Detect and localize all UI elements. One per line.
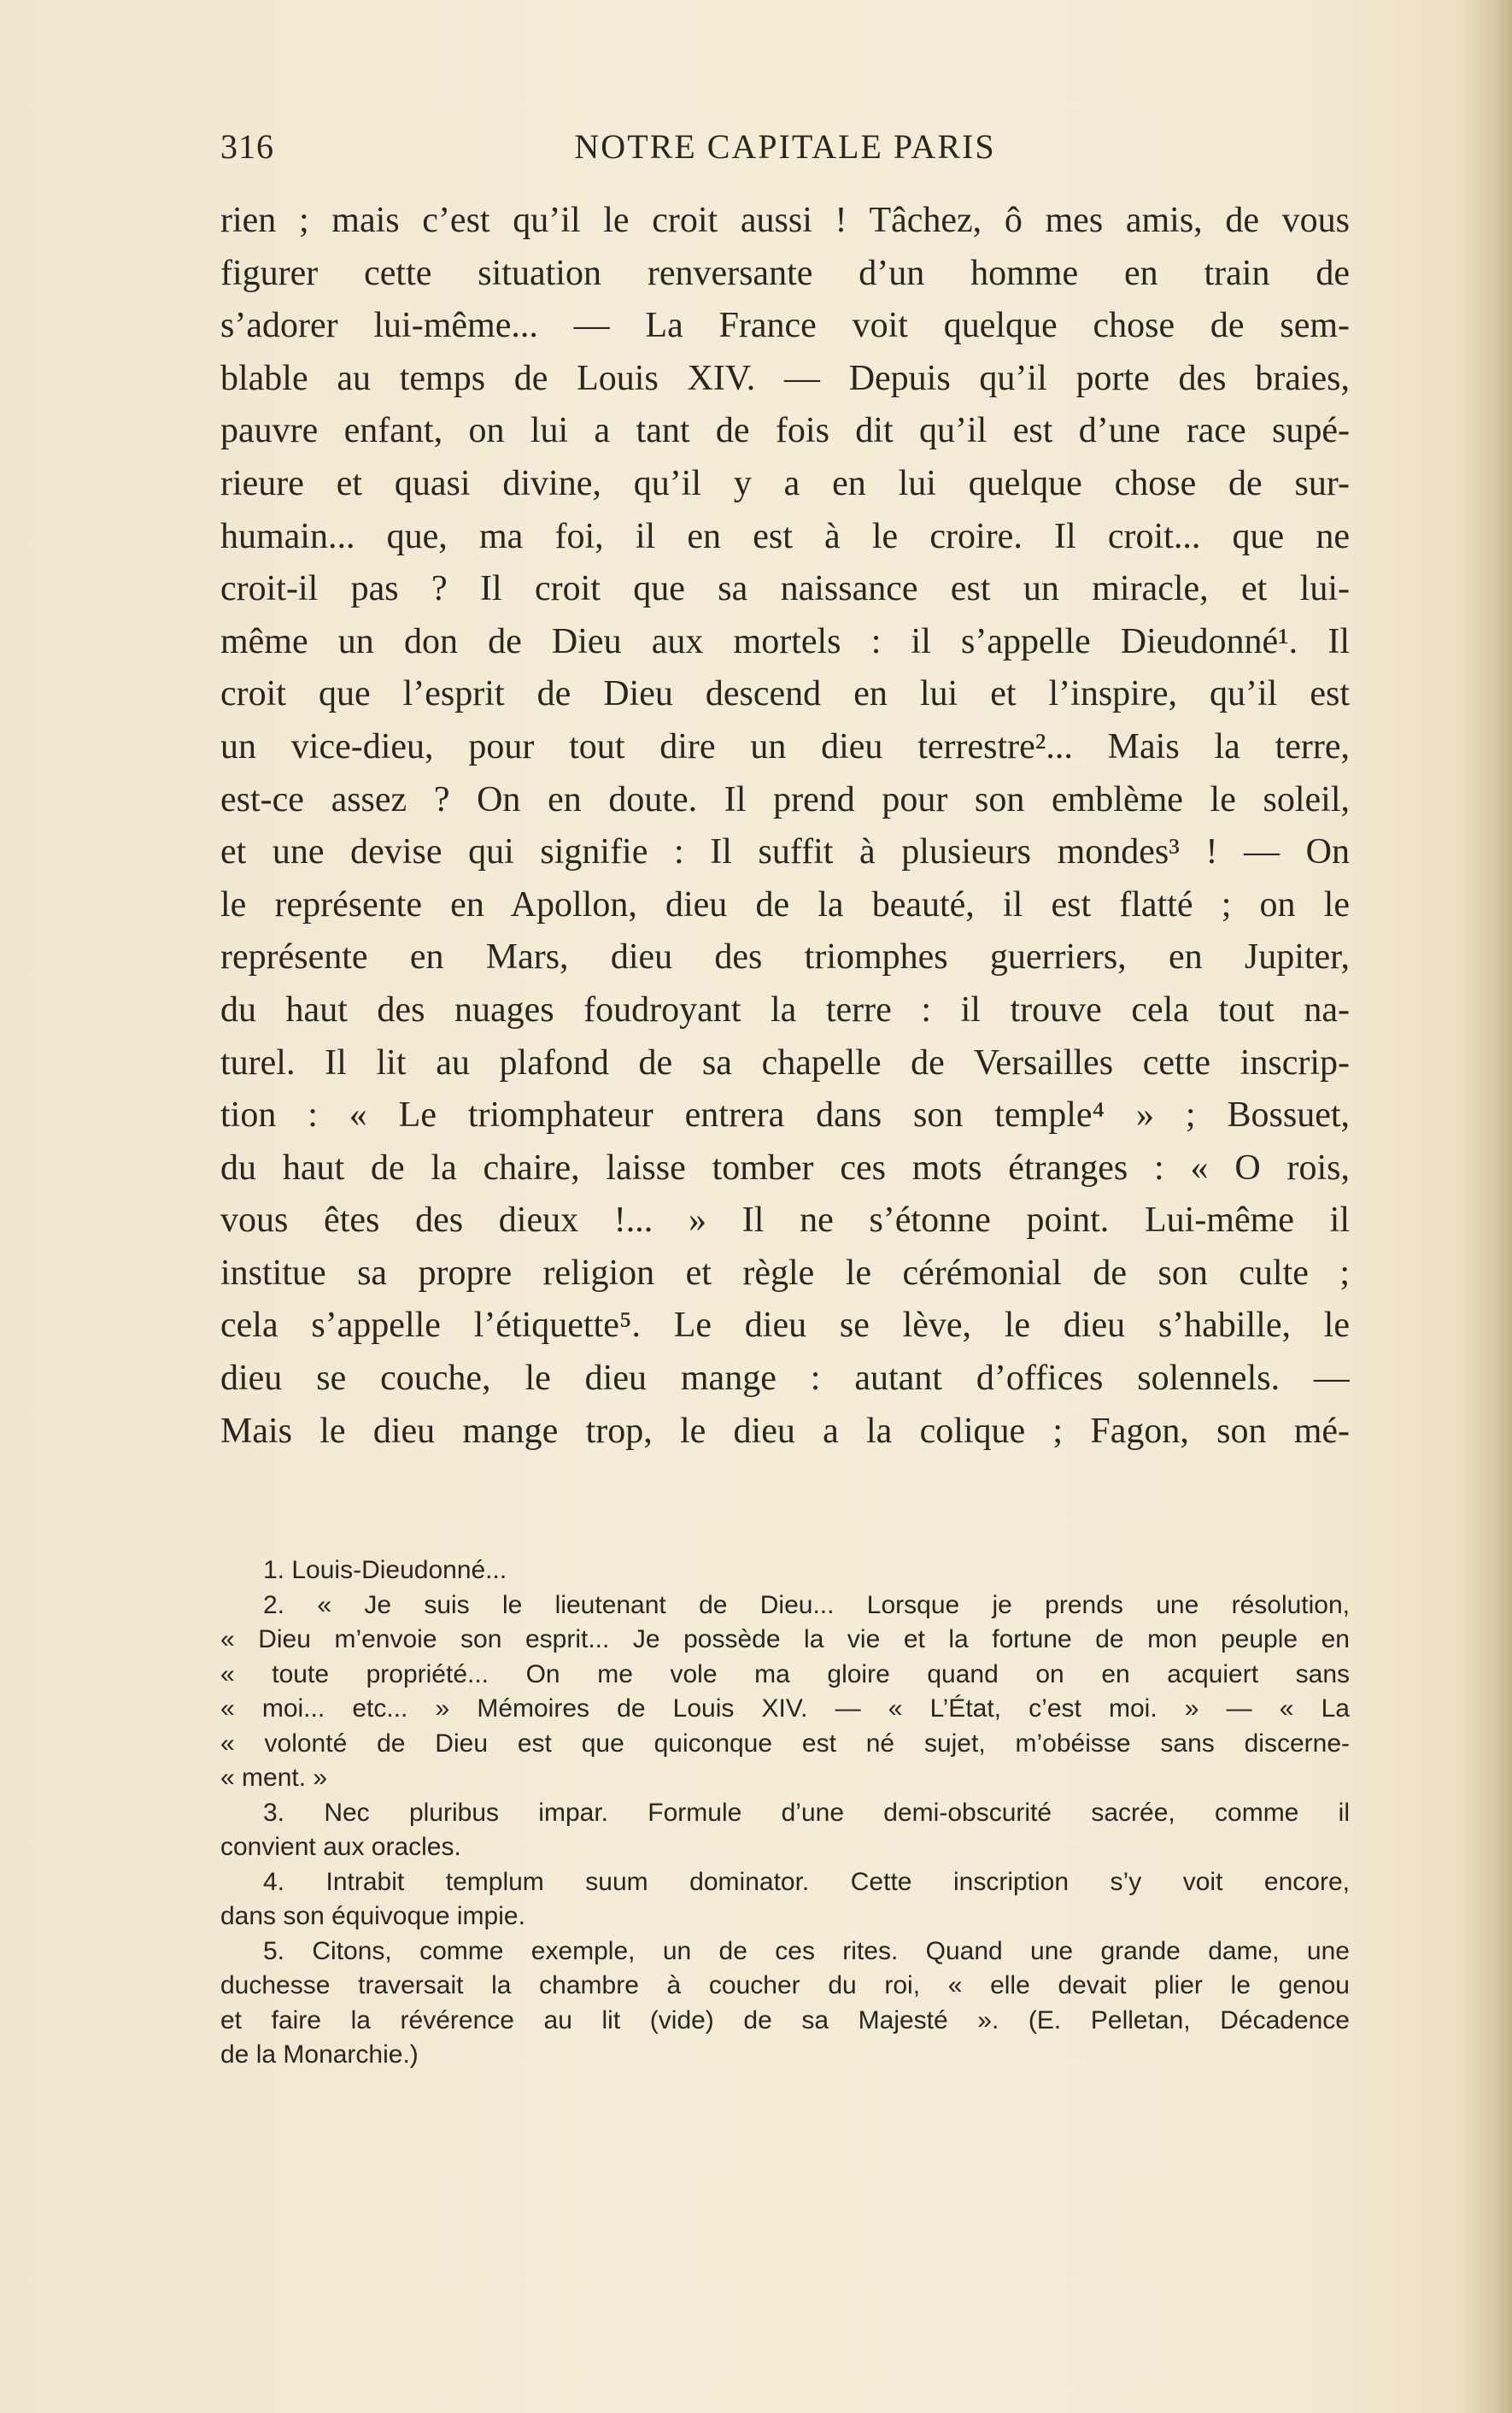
body-line: croit-il pas ? Il croit que sa naissance est un miracle, et lui- — [220, 569, 1350, 609]
footnote-line: « ment. » — [220, 1764, 328, 1792]
footnote-line: convient aux oracles. — [220, 1833, 461, 1861]
body-line: figurer cette situation renversante d’un homme en train de — [220, 253, 1350, 293]
footnote-line: 5. Citons, comme exemple, un de ces rites. Quand une grande dame, une — [263, 1936, 1350, 1965]
footnote-line: « volonté de Dieu est que quiconque est né sujet, m’obéisse sans discerne- — [220, 1729, 1350, 1758]
body-line: pauvre enfant, on lui a tant de fois dit qu’il est d’une race supé- — [220, 411, 1350, 451]
body-line: est-ce assez ? On en doute. Il prend pour son emblème le soleil, — [220, 779, 1350, 819]
page-number: 316 — [220, 127, 274, 166]
body-line: blable au temps de Louis XIV. — Depuis qu’il porte des braies, — [220, 358, 1350, 398]
footnote-line: de la Monarchie.) — [220, 2040, 419, 2069]
running-title: NOTRE CAPITALE PARIS — [574, 127, 996, 166]
footnote-line: et faire la révérence au lit (vide) de sa Majesté ». (E. Pelletan, Décadence — [220, 2005, 1350, 2034]
body-line: humain... que, ma foi, il en est à le croire. Il croit... que ne — [220, 516, 1350, 556]
body-line: dieu se couche, le dieu mange : autant d’offices solennels. — — [220, 1359, 1350, 1399]
body-line: représente en Mars, dieu des triomphes guerriers, en Jupiter, — [220, 937, 1350, 978]
footnote-line: 4. Intrabit templum suum dominator. Cette inscription s’y voit encore, — [263, 1867, 1350, 1896]
footnote-line: 3. Nec pluribus impar. Formule d’une demi-obscurité sacrée, comme il — [263, 1798, 1350, 1827]
body-line: croit que l’esprit de Dieu descend en lui et l’inspire, qu’il est — [220, 674, 1350, 714]
body-line: tion : « Le triomphateur entrera dans son temple⁴ » ; Bossuet, — [220, 1095, 1350, 1136]
body-line: le représente en Apollon, dieu de la beauté, il est flatté ; on le — [220, 884, 1350, 925]
footnote-line: 2. « Je suis le lieutenant de Dieu... Lorsque je prends une résolution, — [263, 1590, 1350, 1619]
body-line: institue sa propre religion et règle le cérémonial de son culte ; — [220, 1253, 1350, 1293]
body-text — [220, 195, 1350, 1458]
body-line: un vice-dieu, pour tout dire un dieu terrestre²... Mais la terre, — [220, 726, 1350, 766]
body-line: cela s’appelle l’étiquette⁵. Le dieu se lève, le dieu s’habille, le — [220, 1306, 1350, 1346]
body-line: vous êtes des dieux !... » Il ne s’étonne point. Lui-même il — [220, 1201, 1350, 1241]
body-line: du haut des nuages foudroyant la terre : il trouve cela tout na- — [220, 989, 1350, 1030]
body-line: rieure et quasi divine, qu’il y a en lui quelque chose de sur- — [220, 463, 1350, 503]
footnote-line: 1. Louis-Dieudonné... — [263, 1556, 507, 1584]
body-line: même un don de Dieu aux mortels : il s’appelle Dieudonné¹. Il — [220, 621, 1350, 661]
footnotes — [220, 1553, 1350, 2073]
body-line: s’adorer lui-même... — La France voit quelque chose de sem- — [220, 306, 1350, 346]
page-header — [220, 126, 1350, 171]
footnote-line: « toute propriété... On me vole ma gloire quand on en acquiert sans — [220, 1659, 1350, 1688]
footnote-line: dans son équivoque impie. — [220, 1902, 525, 1930]
footnote-line: duchesse traversait la chambre à coucher du roi, « elle devait plier le genou — [220, 1971, 1350, 1999]
footnote-line: « moi... etc... » Mémoires de Louis XIV. — « L’État, c’est moi. » — « La — [220, 1694, 1350, 1723]
page-edge-shadow — [1461, 0, 1512, 2413]
body-line: du haut de la chaire, laisse tomber ces mots étranges : « O rois, — [220, 1148, 1350, 1188]
body-line: rien ; mais c’est qu’il le croit aussi ! Tâchez, ô mes amis, de vous — [220, 201, 1350, 240]
body-line: turel. Il lit au plafond de sa chapelle de Versailles cette inscrip- — [220, 1042, 1350, 1083]
body-line: Mais le dieu mange trop, le dieu a la colique ; Fagon, son mé- — [220, 1411, 1350, 1451]
footnote-line: « Dieu m’envoie son esprit... Je possède la vie et la fortune de mon peuple en — [220, 1625, 1350, 1653]
body-line: et une devise qui signifie : Il suffit à plusieurs mondes³ ! — On — [220, 832, 1350, 872]
